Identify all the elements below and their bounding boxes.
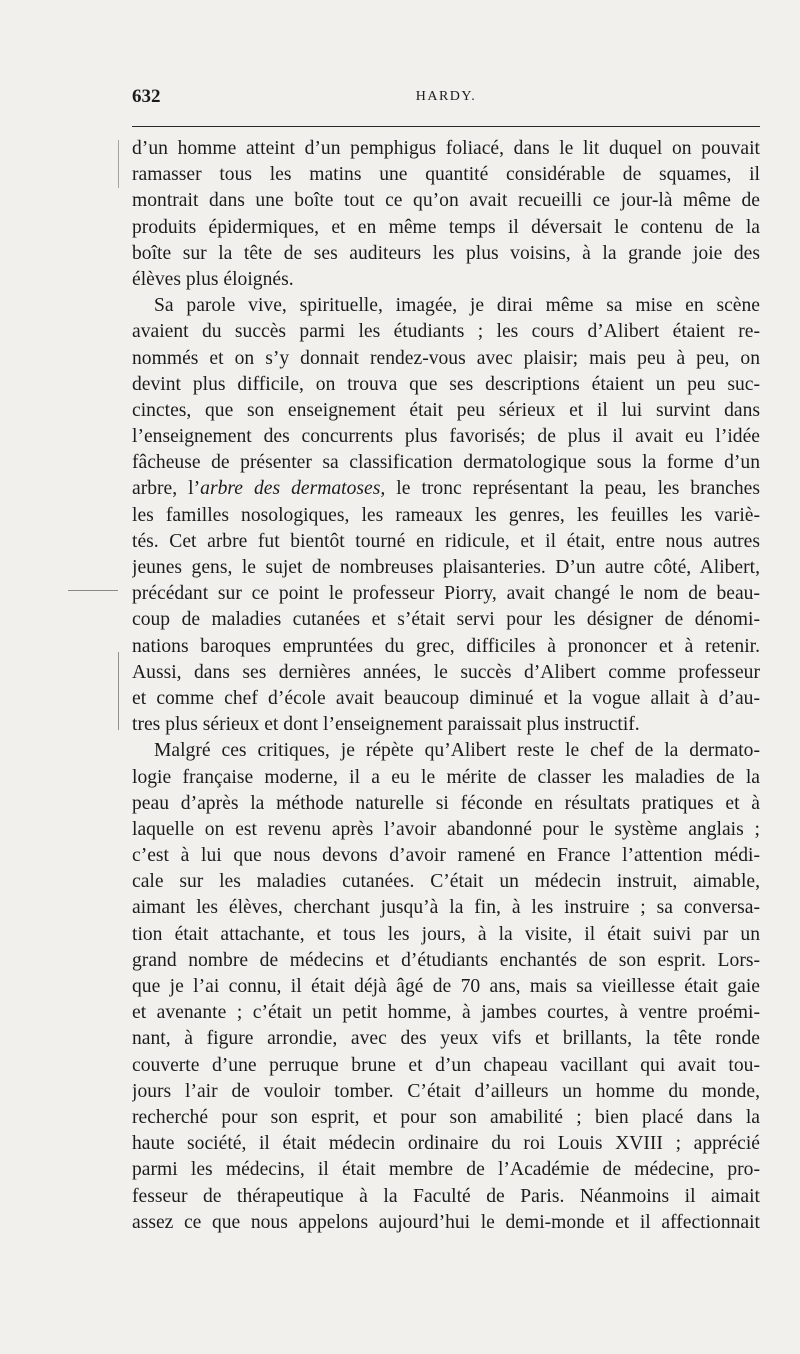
text-line: et avenante ; c’était un petit homme, à jambes courtes, à ventre proémi- xyxy=(132,1002,760,1024)
text-line: aimant les élèves, cherchant jusqu’à la fin, à les instruire ; sa conversa- xyxy=(132,897,760,919)
margin-mark xyxy=(118,652,119,730)
text-line-mixed xyxy=(132,476,760,502)
text-line: devint plus difficile, on trouva que ses descriptions étaient un peu suc- xyxy=(132,373,760,395)
text-line: d’un homme atteint d’un pemphigus foliacé, dans le lit duquel on pouvait xyxy=(132,138,760,159)
text-line: recherché pour son esprit, et pour son amabilité ; bien placé dans la xyxy=(132,1106,760,1128)
text-line: peau d’après la méthode naturelle si féconde en résultats pratiques et à xyxy=(132,792,760,814)
margin-mark xyxy=(68,590,118,591)
text-line: jours l’air de vouloir tomber. C’était d’ailleurs un homme du monde, xyxy=(132,1080,760,1102)
text-line: tion était attachante, et tous les jours, à la visite, il était suivi par un xyxy=(132,923,760,945)
page-number: 632 xyxy=(132,86,161,107)
text-line: Sa parole vive, spirituelle, imagée, je dirai même sa mise en scène xyxy=(154,295,760,317)
text-line: jeunes gens, le sujet de nombreuses plaisanteries. D’un autre côté, Alibert, xyxy=(132,557,760,578)
text-line: parmi les médecins, il était membre de l’Académie de médecine, pro- xyxy=(132,1159,760,1181)
text-line: nations baroques empruntées du grec, difficiles à prononcer et à retenir. xyxy=(132,635,760,657)
text-line: élèves plus éloignés. xyxy=(132,268,294,290)
text-line: Aussi, dans ses dernières années, le succès d’Alibert comme professeur xyxy=(132,661,760,683)
text-line: laquelle on est revenu après l’avoir abandonné pour le système anglais ; xyxy=(132,818,760,840)
text-line: avaient du succès parmi les étudiants ; les cours d’Alibert étaient re- xyxy=(132,321,760,343)
page-header xyxy=(132,86,760,114)
text-line: boîte sur la tête de ses auditeurs les plus voisins, à la grande joie des xyxy=(132,242,760,264)
text-segment: le tronc représentant la peau, les branches xyxy=(385,478,760,500)
running-title: HARDY. xyxy=(415,89,477,104)
text-line: tres plus sérieux et dont l’enseignement paraissait plus instructif. xyxy=(132,714,640,736)
text-segment: arbre, l’ xyxy=(132,478,201,500)
header-rule xyxy=(132,126,760,127)
text-line: ramasser tous les matins une quantité considérable de squames, il xyxy=(132,164,760,186)
text-line: fâcheuse de présenter sa classification dermatologique sous la forme d’un xyxy=(132,452,760,474)
text-line: fesseur de thérapeutique à la Faculté de Paris. Néanmoins il aimait xyxy=(132,1185,760,1207)
text-line: et comme chef d’école avait beaucoup diminué et la vogue allait à d’au- xyxy=(132,687,760,709)
text-line: assez ce que nous appelons aujourd’hui le demi-monde et il affectionnait xyxy=(132,1211,760,1233)
text-line: nommés et on s’y donnait rendez-vous avec plaisir; mais peu à peu, on xyxy=(132,347,760,369)
text-line: cale sur les maladies cutanées. C’était un médecin instruit, aimable, xyxy=(132,871,760,893)
text-line: tés. Cet arbre fut bientôt tourné en ridicule, et il était, entre nous autres xyxy=(132,530,760,552)
text-line: haute société, il était médecin ordinaire du roi Louis XVIII ; apprécié xyxy=(132,1133,760,1155)
text-line: couverte d’une perruque brune et d’un chapeau vacillant qui avait tou- xyxy=(132,1054,760,1076)
text-line: les familles nosologiques, les rameaux les genres, les feuilles les variè- xyxy=(132,504,760,526)
text-line: nant, à figure arrondie, avec des yeux vifs et brillants, la tête ronde xyxy=(132,1028,760,1050)
text-line: cinctes, que son enseignement était peu sérieux et il lui survint dans xyxy=(132,399,760,421)
text-line: précédant sur ce point le professeur Piorry, avait changé le nom de beau- xyxy=(132,583,760,605)
body-text xyxy=(132,136,760,1236)
text-line: produits épidermiques, et en même temps il déversait le contenu de la xyxy=(132,216,760,238)
text-line: coup de maladies cutanées et s’était servi pour les désigner de dénomi- xyxy=(132,609,760,631)
margin-mark xyxy=(118,140,119,188)
text-line: logie française moderne, il a eu le mérite de classer les maladies de la xyxy=(132,766,760,788)
text-line: c’est à lui que nous devons d’avoir ramené en France l’attention médi- xyxy=(132,845,760,867)
text-line: Malgré ces critiques, je répète qu’Alibert reste le chef de la dermato- xyxy=(154,740,760,762)
text-line: grand nombre de médecins et d’étudiants enchantés de son esprit. Lors- xyxy=(132,949,760,971)
italic-title: arbre des dermatoses, xyxy=(200,478,386,500)
text-line: que je l’ai connu, il était déjà âgé de 70 ans, mais sa vieillesse était gaie xyxy=(132,976,760,997)
text-line: l’enseignement des concurrents plus favorisés; de plus il avait eu l’idée xyxy=(132,426,760,448)
text-line: montrait dans une boîte tout ce qu’on avait recueilli ce jour-là même de xyxy=(132,190,760,212)
